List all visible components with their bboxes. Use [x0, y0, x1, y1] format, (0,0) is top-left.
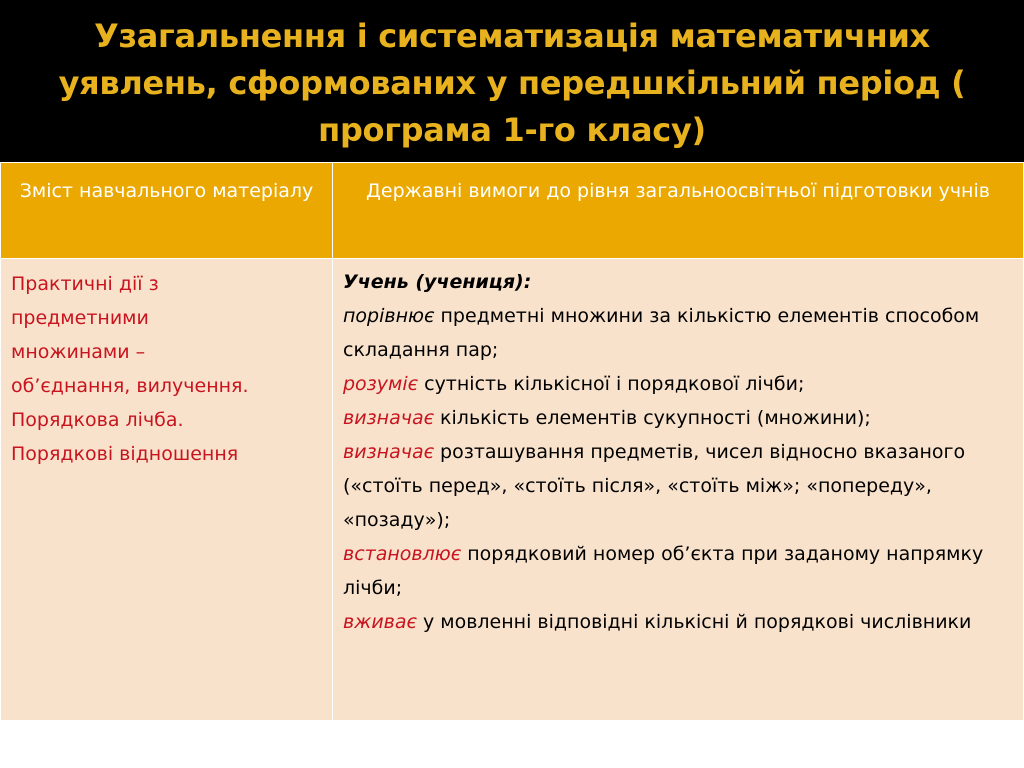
- content-line: Порядкова лічба.: [11, 409, 184, 431]
- content-cell: [1, 259, 333, 721]
- requirement-verb: визначає: [343, 441, 435, 463]
- content-line: Порядкові відношення: [11, 443, 239, 465]
- requirement-verb: визначає: [343, 407, 435, 429]
- header-requirements-column: Державні вимоги до рівня загальноосвітньої підготовки учнів: [333, 163, 1024, 259]
- curriculum-table: [0, 162, 1024, 721]
- requirement-item: [343, 605, 1013, 639]
- requirement-text: сутність кількісної і порядкової лічби;: [418, 373, 805, 395]
- table-body-row: [1, 259, 1024, 721]
- requirements-cell: [333, 259, 1024, 721]
- title-band: [0, 0, 1024, 162]
- requirement-text: порядковий номер об’єкта при заданому напрямку лічби;: [343, 543, 984, 599]
- table-header-row: [1, 163, 1024, 259]
- requirement-item: [343, 367, 1013, 401]
- student-label: Учень (учениця):: [343, 271, 532, 293]
- requirement-item: [343, 299, 1013, 367]
- content-line: множинами –: [11, 341, 146, 363]
- requirement-item: [343, 401, 1013, 435]
- requirement-text: розташування предметів, чисел відносно вказаного («стоїть перед», «стоїть після», «стоїть між»; «попереду», «позаду»);: [343, 441, 966, 531]
- content-line: Практичні дії з: [11, 273, 159, 295]
- requirement-item: [343, 435, 1013, 537]
- requirement-verb: порівнює: [343, 305, 435, 327]
- requirement-text: у мовленні відповідні кількісні й порядкові числівники: [416, 611, 972, 633]
- header-content-column: Зміст навчального матеріалу: [1, 163, 333, 259]
- content-line: об’єднання, вилучення.: [11, 375, 249, 397]
- slide-title: Узагальнення і систематизація математичних уявлень, сформованих у передшкільний період ( програма 1-го класу): [58, 16, 966, 149]
- content-line: предметними: [11, 307, 149, 329]
- requirement-text: кількість елементів сукупності (множини);: [434, 407, 871, 429]
- requirement-verb: встановлює: [343, 543, 462, 565]
- requirement-verb: розуміє: [343, 373, 419, 395]
- requirement-text: предметні множини за кількістю елементів способом складання пар;: [343, 305, 980, 361]
- requirement-verb: вживає: [343, 611, 417, 633]
- requirement-item: [343, 537, 1013, 605]
